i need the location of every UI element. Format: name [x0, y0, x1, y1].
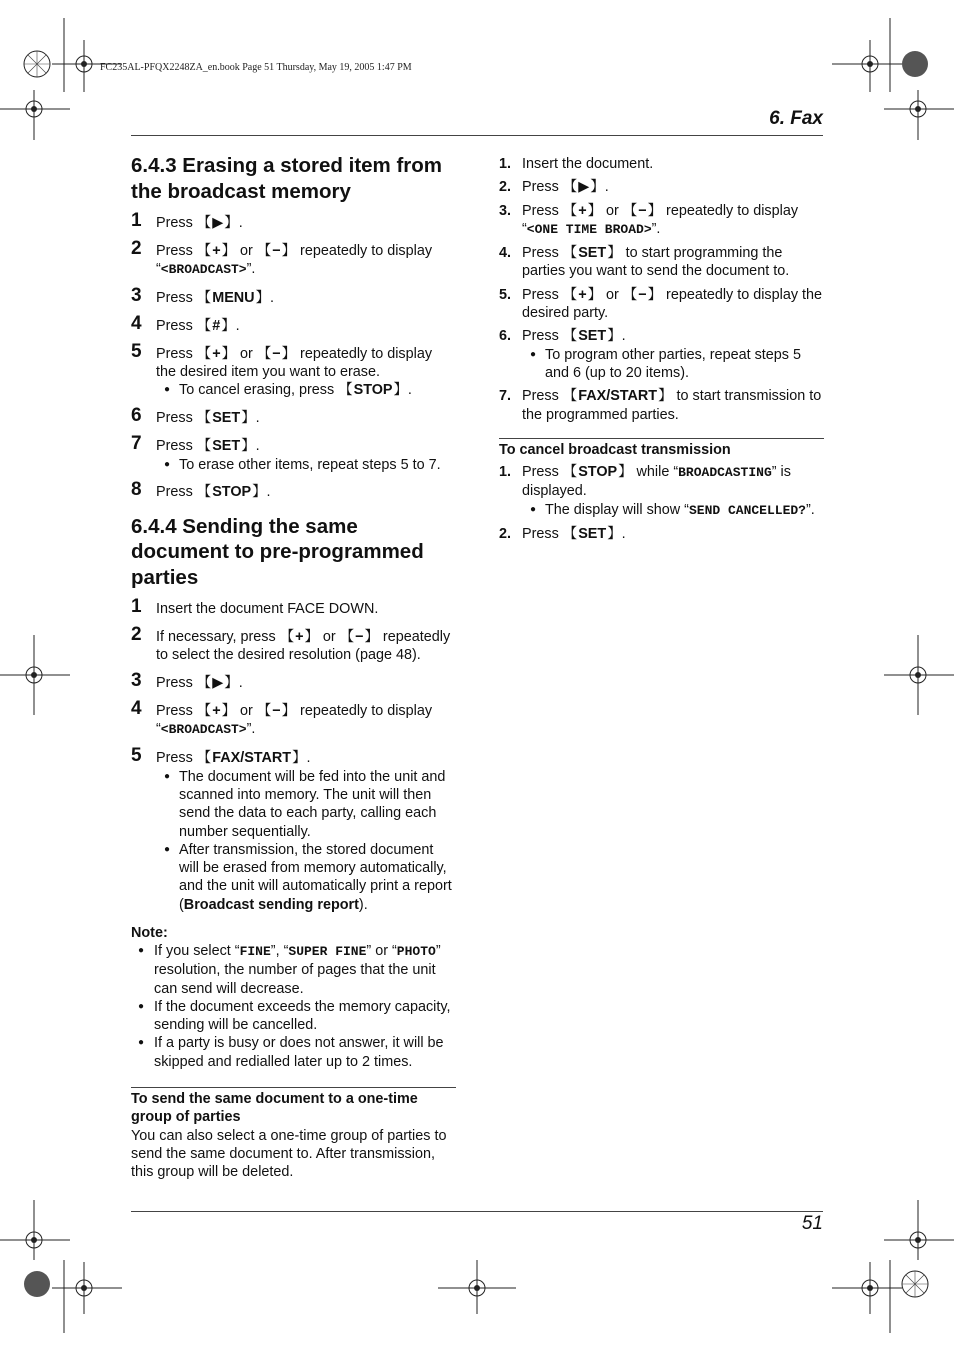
erase-step-7	[131, 433, 456, 474]
bullet-text: To cancel erasing, press	[179, 382, 339, 399]
step-number: 2	[131, 624, 142, 646]
step-number: 1	[131, 210, 142, 231]
plus-key-icon: 【 + 】	[280, 629, 319, 645]
step-text: Press	[522, 202, 563, 219]
step-text: Press	[156, 703, 197, 720]
erase-step-3	[131, 285, 456, 307]
one-time-step-1	[499, 155, 824, 173]
hash-key-icon: 【 # 】	[197, 318, 236, 334]
step-text: .	[255, 438, 260, 455]
step-text: .	[604, 179, 609, 196]
erase-step-5	[131, 340, 456, 400]
one-time-step-6	[499, 327, 824, 382]
right-column	[499, 155, 824, 548]
step-text: or	[236, 242, 257, 259]
note-text: If you select “	[154, 942, 240, 959]
right-arrow-key-icon: 【 ▶ 】	[197, 215, 239, 231]
step-text: to start transmission to the programmed parties.	[522, 388, 822, 423]
set-key: 【 SET 】	[563, 245, 622, 261]
bullet-text: .	[407, 382, 412, 399]
lcd-text: PHOTO	[396, 943, 436, 959]
bullet-text: ).	[358, 896, 368, 913]
bullet-text: ”.	[806, 501, 815, 518]
fax-start-key: 【 FAX/START 】	[563, 388, 673, 404]
step-text: repeatedly to display “	[522, 202, 799, 237]
step-text: .	[238, 675, 243, 692]
page-number: 51	[801, 1213, 823, 1234]
minus-key-icon: 【 − 】	[623, 287, 662, 303]
step-number: 7	[131, 433, 142, 455]
heading-erase-broadcast: 6.4.3 Erasing a stored item from the broadcast memory	[131, 154, 443, 203]
step-number: 4	[131, 312, 142, 334]
lcd-text: SUPER FINE	[288, 943, 367, 959]
lcd-text: <ONE TIME BROAD>	[526, 221, 652, 237]
step-text: repeatedly to display the desired party.	[522, 286, 823, 322]
step-text: .	[238, 215, 243, 231]
step-text: Press	[522, 526, 563, 543]
subsection-text: You can also select a one-time group of parties to send the same document to. After transmission, this group will be deleted.	[131, 1127, 447, 1181]
step-text: while “	[632, 464, 679, 481]
minus-key-icon: 【 − 】	[257, 243, 296, 259]
note-item: ● If a party is busy or does not answer, it will be skipped and redialled later up to 2 times.	[131, 1034, 456, 1071]
file-info: FC235AL-PFQX2248ZA_en.book Page 51 Thursday, May 19, 2005 1:47 PM	[100, 62, 412, 73]
step-text: ”.	[246, 721, 256, 738]
step-text: Press	[156, 675, 197, 692]
plus-key-icon: 【 + 】	[563, 203, 602, 219]
section-header: 6. Fax	[769, 108, 823, 129]
bullet-text: After transmission, the stored document will be erased from memory automatically, and the unit will automatically print a report (	[179, 841, 452, 913]
set-key: 【 SET 】	[197, 410, 256, 426]
heading-send-pre-programmed: 6.4.4 Sending the same document to pre-programmed parties	[131, 514, 424, 589]
one-time-step-5	[499, 286, 824, 323]
step-text: Press	[156, 290, 197, 307]
send-step-1	[131, 596, 456, 618]
step-text: Press	[522, 179, 563, 196]
plus-key-icon: 【 + 】	[563, 287, 602, 303]
minus-key-icon: 【 − 】	[257, 346, 296, 362]
erase-step-2	[131, 237, 456, 280]
lcd-text: SEND CANCELLED?	[688, 502, 806, 518]
step-text: If necessary, press	[156, 629, 280, 646]
fax-start-key: 【 FAX/START 】	[197, 750, 307, 766]
step-text: Press	[156, 345, 197, 362]
step-text: or	[318, 629, 340, 646]
step-number: 6.	[499, 328, 512, 345]
send-step-3	[131, 670, 456, 692]
bullet-item: ● To program other parties, repeat steps 5 and 6 (up to 20 items).	[522, 346, 824, 383]
step-text: or	[236, 703, 257, 720]
step-text: repeatedly to display “	[156, 242, 433, 278]
minus-key-icon: 【 − 】	[623, 203, 662, 219]
step-text: Press	[156, 750, 197, 767]
step-text: Press	[522, 286, 563, 303]
bullet-item	[156, 381, 456, 399]
step-text: Press	[156, 484, 197, 501]
bullet-item: ● The document will be fed into the unit and scanned into memory. The unit will then send the data to each party, calling each number sequentially.	[156, 768, 456, 841]
stop-key: 【 STOP 】	[197, 484, 267, 500]
cancel-step-2	[499, 525, 824, 543]
step-number: 5.	[499, 286, 512, 303]
step-text: or	[602, 286, 623, 303]
send-step-4	[131, 698, 456, 740]
step-text: .	[269, 290, 274, 307]
step-text: Press	[156, 410, 197, 427]
lcd-text: <BROADCAST>	[160, 262, 247, 278]
left-column	[131, 153, 456, 1182]
erase-step-1	[131, 210, 456, 232]
lcd-text: <BROADCAST>	[160, 722, 247, 738]
stop-key: 【 STOP 】	[563, 464, 633, 480]
step-text: .	[255, 410, 260, 427]
note-text: ” resolution, the number of pages that the unit can send will decrease.	[154, 942, 441, 997]
step-text: ”.	[246, 261, 256, 278]
one-time-step-2	[499, 178, 824, 196]
step-text: repeatedly to display “	[156, 703, 433, 738]
step-text: repeatedly to select the desired resolution (page 48).	[156, 629, 451, 664]
erase-step-4	[131, 312, 456, 335]
set-key: 【 SET 】	[563, 328, 622, 344]
step-number: 2.	[499, 179, 512, 196]
header-rule	[131, 135, 823, 136]
step-text: Press	[156, 317, 197, 334]
step-text: Press	[522, 245, 563, 262]
step-number: 3	[131, 285, 142, 307]
step-text: Press	[522, 464, 563, 481]
note-text: ”, “	[270, 942, 289, 959]
step-text: ” is displayed.	[522, 464, 791, 500]
step-number: 3	[131, 670, 142, 692]
right-arrow-key-icon: 【 ▶ 】	[563, 179, 605, 195]
step-text: or	[236, 345, 257, 362]
note-text: ” or “	[366, 942, 397, 959]
step-text: Press	[522, 388, 563, 405]
step-number: 3.	[499, 202, 512, 219]
bullet-text: The display will show “	[545, 501, 689, 518]
stop-key: 【 STOP 】	[338, 382, 408, 398]
step-number: 2.	[499, 526, 512, 543]
set-key: 【 SET 】	[197, 438, 256, 454]
step-number: 7.	[499, 388, 512, 405]
report-name: Broadcast sending report	[183, 896, 359, 913]
note-item	[131, 942, 456, 998]
step-number: 4	[131, 698, 142, 720]
bullet-item	[156, 841, 456, 914]
step-text: Press	[156, 242, 197, 259]
step-number: 6	[131, 405, 142, 427]
one-time-group-section	[131, 1087, 456, 1181]
lcd-text: BROADCASTING	[678, 465, 772, 481]
subsection-title: To send the same document to a one-time group of parties	[131, 1091, 418, 1126]
note-item: ● If the document exceeds the memory capacity, sending will be cancelled.	[131, 998, 456, 1035]
set-key: 【 SET 】	[563, 526, 622, 542]
erase-step-6	[131, 405, 456, 427]
one-time-step-3	[499, 202, 824, 240]
step-text: .	[235, 317, 240, 334]
step-number: 1.	[499, 156, 512, 172]
step-text: Press	[522, 328, 563, 345]
plus-key-icon: 【 + 】	[197, 243, 236, 259]
right-arrow-key-icon: 【 ▶ 】	[197, 675, 239, 691]
note-title: Note:	[131, 924, 168, 941]
lcd-text: FINE	[239, 943, 271, 959]
send-step-5	[131, 745, 456, 914]
minus-key-icon: 【 − 】	[340, 629, 379, 645]
step-number: 5	[131, 745, 142, 767]
step-number: 2	[131, 237, 142, 259]
step-number: 4.	[499, 245, 512, 262]
footer-rule	[131, 1211, 823, 1212]
step-text: to start programming the parties you want to send the document to.	[522, 245, 790, 280]
one-time-step-7	[499, 387, 824, 424]
step-number: 1.	[499, 464, 512, 481]
menu-key: 【 MENU 】	[197, 290, 270, 306]
step-text: ”.	[651, 220, 661, 237]
step-number: 5	[131, 340, 142, 362]
step-text: Insert the document FACE DOWN.	[156, 601, 379, 618]
step-text: .	[621, 328, 626, 345]
step-text: .	[306, 750, 311, 767]
bullet-item: ● To erase other items, repeat steps 5 to 7.	[156, 456, 456, 474]
step-text: repeatedly to display the desired item you want to erase.	[156, 345, 433, 381]
step-number: 1	[131, 596, 142, 618]
step-text: or	[602, 202, 623, 219]
step-number: 8	[131, 479, 142, 501]
cancel-broadcast-section	[499, 438, 824, 543]
one-time-step-4	[499, 244, 824, 281]
minus-key-icon: 【 − 】	[257, 703, 296, 719]
plus-key-icon: 【 + 】	[197, 703, 236, 719]
cancel-step-1	[499, 463, 824, 520]
step-text: Press	[156, 215, 197, 231]
erase-step-8	[131, 479, 456, 501]
step-text: .	[266, 484, 271, 501]
plus-key-icon: 【 + 】	[197, 346, 236, 362]
send-step-2	[131, 624, 456, 665]
step-text: Press	[156, 438, 197, 455]
subsection-title: To cancel broadcast transmission	[499, 441, 731, 458]
step-text: .	[621, 526, 626, 543]
step-text: Insert the document.	[522, 156, 654, 172]
bullet-item	[522, 501, 824, 520]
